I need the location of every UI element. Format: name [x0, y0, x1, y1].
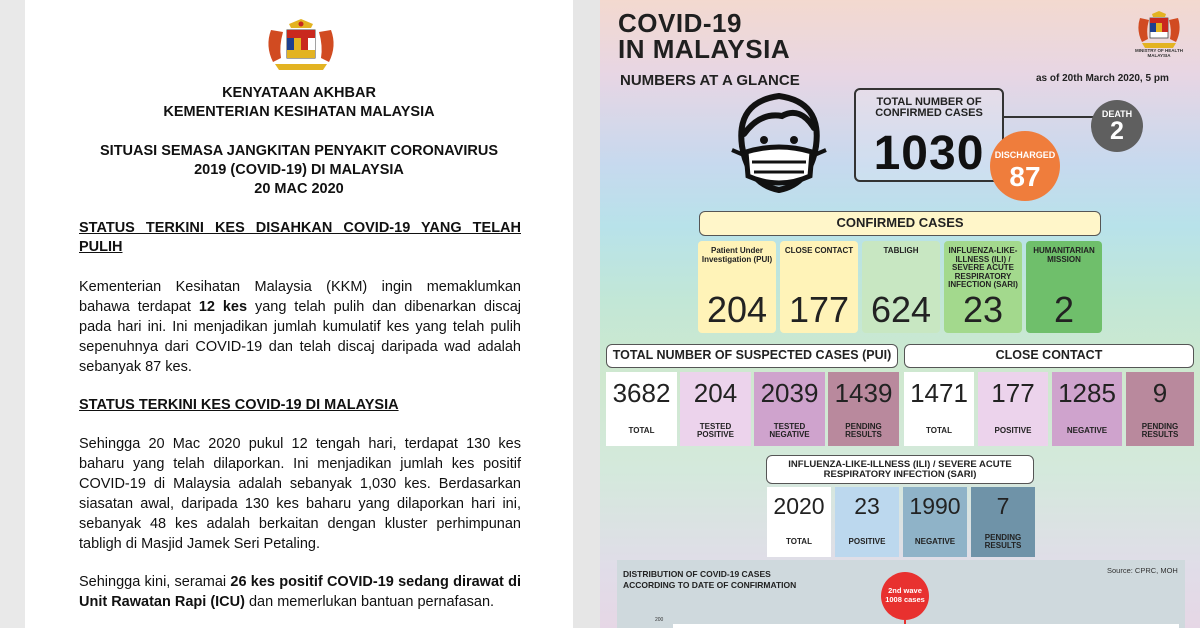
- cell-value: 2039: [760, 378, 819, 408]
- distribution-title: DISTRIBUTION OF COVID-19 CASES ACCORDING TO DATE OF CONFIRMATION: [623, 569, 797, 590]
- doc-subject-2: 2019 (COVID-19) DI MALAYSIA: [194, 162, 404, 178]
- cell-label: TOTAL: [628, 426, 655, 435]
- cell-label: PENDING RESULTS: [984, 533, 1022, 550]
- close-contact-header: CLOSE CONTACT: [904, 344, 1194, 368]
- page-gutter: [573, 0, 600, 628]
- pui-tested-negative: [754, 372, 825, 446]
- cell-value: 23: [854, 493, 880, 519]
- covid-infographic: [600, 0, 1200, 628]
- chart-plot-area: [673, 624, 1179, 628]
- category-pui: [698, 241, 776, 333]
- numbers-at-a-glance: NUMBERS AT A GLANCE: [620, 72, 800, 89]
- infographic-title-1: COVID-19: [618, 8, 742, 38]
- category-value: 23: [962, 289, 1004, 330]
- doc-subject-1: SITUASI SEMASA JANGKITAN PENYAKIT CORONAVIRUS: [100, 143, 498, 159]
- cell-value: 1990: [909, 493, 961, 519]
- axis-tick-label: 200: [655, 617, 664, 623]
- category-close-contact: [780, 241, 858, 333]
- cell-value: 204: [693, 378, 738, 408]
- masked-face-icon: [720, 86, 838, 198]
- cell-value: 1471: [910, 378, 968, 408]
- as-of-date: as of 20th March 2020, 5 pm: [1036, 73, 1169, 84]
- doc-heading-status: STATUS TERKINI KES COVID-19 DI MALAYSIA: [79, 397, 399, 413]
- infographic-title-2: IN MALAYSIA: [618, 34, 791, 64]
- discharged-number: 87: [1009, 161, 1041, 192]
- category-humanitarian: [1026, 241, 1102, 333]
- cell-label: TESTED NEGATIVE: [769, 422, 810, 439]
- discharged-label: DISCHARGED: [994, 150, 1056, 160]
- doc-paragraph-icu: Sehingga kini, seramai 26 kes positif COVID-19 sedang dirawat di Unit Rawatan Rapi (ICU) dan memerlukan bantuan pernafasan.: [79, 574, 521, 610]
- doc-paragraph-recovered: Kementerian Kesihatan Malaysia (KKM) ingin memaklumkan bahawa terdapat 12 kes yang telah pulih dan dibenarkan discaj pada hari ini. Ini menjadikan jumlah kumulatif kes yang telah pulih sepenuhnya dari COVID-19 dan telah discaj daripada wad adalah sebanyak 87 kes.: [79, 279, 521, 375]
- suspected-cases-header: TOTAL NUMBER OF SUSPECTED CASES (PUI): [606, 344, 898, 368]
- category-label: TABLIGH: [883, 246, 919, 255]
- ili-negative: [903, 487, 967, 557]
- pui-pending: [828, 372, 899, 446]
- doc-date: 20 MAC 2020: [254, 181, 344, 197]
- category-tabligh: [862, 241, 940, 333]
- doc-heading-recovered-2: PULIH: [79, 239, 123, 255]
- source-note: Source: CPRC, MOH: [1107, 566, 1178, 575]
- cell-label: POSITIVE: [848, 537, 886, 546]
- cc-pending: [1126, 372, 1194, 446]
- category-value: 624: [870, 289, 932, 330]
- death-badge: [1091, 100, 1143, 152]
- distribution-chart-panel: [617, 560, 1185, 628]
- category-ili-sari: [944, 241, 1022, 333]
- cell-value: 1439: [834, 378, 893, 408]
- cell-label: TOTAL: [786, 537, 812, 546]
- cell-value: 177: [991, 378, 1035, 408]
- cell-value: 1285: [1058, 378, 1116, 408]
- cell-value: 2020: [773, 493, 825, 519]
- category-label: INFLUENZA-LIKE-ILLNESS (ILI) / SEVERE ACUTE RESPIRATORY INFECTION (SARI): [948, 246, 1018, 289]
- cell-value: 9: [1152, 378, 1168, 408]
- category-value: 177: [788, 289, 850, 330]
- cell-label: TOTAL: [926, 426, 952, 435]
- category-label: CLOSE CONTACT: [784, 246, 854, 255]
- category-value: 204: [706, 289, 768, 330]
- cell-label: NEGATIVE: [1066, 426, 1108, 435]
- discharged-badge: [990, 131, 1060, 201]
- cell-label: PENDING RESULTS: [1141, 422, 1179, 439]
- cell-value: 3682: [612, 378, 671, 408]
- death-label: DEATH: [1101, 109, 1133, 119]
- total-confirmed-number: 1030: [873, 127, 985, 180]
- press-statement-page: [25, 0, 573, 628]
- cell-label: POSITIVE: [994, 426, 1032, 435]
- total-confirmed-title: TOTAL NUMBER OF CONFIRMED CASES: [875, 96, 983, 119]
- pui-total: [606, 372, 677, 446]
- ili-pending: [971, 487, 1035, 557]
- category-value: 2: [1053, 289, 1075, 330]
- cc-negative: [1052, 372, 1122, 446]
- doc-header-1: KENYATAAN AKHBAR: [222, 85, 376, 101]
- doc-header-2: KEMENTERIAN KESIHATAN MALAYSIA: [163, 104, 435, 120]
- cc-positive: [978, 372, 1048, 446]
- confirmed-cases-header: CONFIRMED CASES: [699, 211, 1101, 236]
- ministry-label: MINISTRY OF HEALTH MALAYSIA: [1135, 48, 1183, 58]
- death-number: 2: [1110, 117, 1124, 145]
- ministry-crest-icon: [1132, 10, 1186, 50]
- pui-tested-positive: [680, 372, 751, 446]
- cell-label: NEGATIVE: [914, 537, 956, 546]
- cell-label: PENDING RESULTS: [845, 422, 882, 439]
- ili-positive: [835, 487, 899, 557]
- category-label: Patient Under Investigation (PUI): [701, 246, 773, 264]
- doc-paragraph-status: Sehingga 20 Mac 2020 pukul 12 tengah hari, terdapat 130 kes baharu yang telah dilaporkan. Ini menjadikan jumlah kes positif COVID-19 di Malaysia adalah sebanyak 1,030 kes. Berdasarkan siasatan awal, daripada 130 kes baharu yang dilaporkan hari ini, sebanyak 48 kes adalah berkaitan dengan kluster perhimpunan tabligh di Masjid Jamek Seri Petaling.: [79, 436, 521, 552]
- cell-value: 7: [996, 493, 1010, 519]
- malaysia-coat-of-arms-icon: [261, 18, 341, 74]
- cell-label: TESTED POSITIVE: [697, 422, 734, 439]
- death-connector: [1004, 116, 1094, 118]
- total-confirmed-box: [854, 88, 1004, 182]
- ili-sari-header: INFLUENZA-LIKE-ILLNESS (ILI) / SEVERE ACUTE RESPIRATORY INFECTION (SARI): [766, 455, 1034, 484]
- cc-total: [904, 372, 974, 446]
- second-wave-badge: 2nd wave 1008 cases: [881, 572, 929, 620]
- category-label: HUMANITARIAN MISSION: [1033, 246, 1095, 264]
- ili-total: [767, 487, 831, 557]
- doc-heading-recovered: STATUS TERKINI KES DISAHKAN COVID-19 YANG TELAH: [79, 220, 521, 236]
